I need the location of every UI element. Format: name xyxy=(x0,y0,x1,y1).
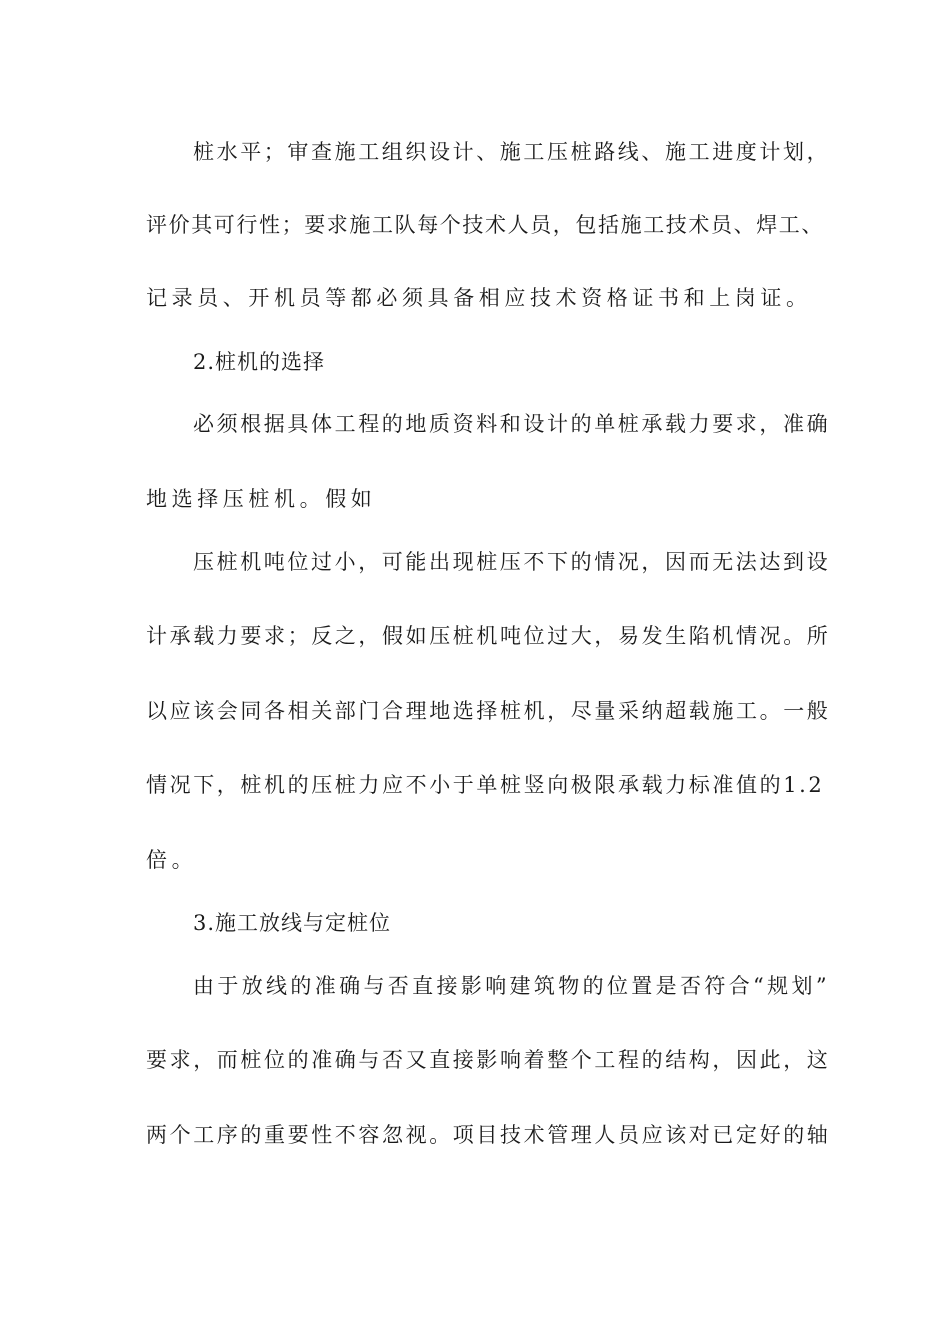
paragraph-line: 必须根据具体工程的地质资料和设计的单桩承载力要求，准确 xyxy=(193,412,831,436)
section-heading: 3.施工放线与定桩位 xyxy=(193,911,392,935)
paragraph-line: 情况下，桩机的压桩力应不小于单桩竖向极限承载力标准值的1.2 xyxy=(146,773,825,797)
paragraph-line: 倍。 xyxy=(146,848,198,872)
paragraph-line: 两个工序的重要性不容忽视。项目技术管理人员应该对已定好的轴 xyxy=(146,1123,831,1147)
paragraph-line: 桩水平；审查施工组织设计、施工压桩路线、施工进度计划， xyxy=(193,140,831,164)
paragraph-line: 计承载力要求；反之，假如压桩机吨位过大，易发生陷机情况。所 xyxy=(146,624,831,648)
paragraph-line: 压桩机吨位过小，可能出现桩压不下的情况，因而无法达到设 xyxy=(193,550,831,574)
paragraph-line: 地选择压桩机。假如 xyxy=(146,487,377,511)
paragraph-line: 评价其可行性；要求施工队每个技术人员，包括施工技术员、焊工、 xyxy=(146,213,824,237)
paragraph-line: 要求，而桩位的准确与否又直接影响着整个工程的结构，因此，这 xyxy=(146,1048,831,1072)
paragraph-line: 记录员、开机员等都必须具备相应技术资格证书和上岗证。 xyxy=(146,286,812,310)
paragraph-line: 以应该会同各相关部门合理地选择桩机，尽量采纳超载施工。一般 xyxy=(146,699,831,723)
section-heading: 2.桩机的选择 xyxy=(193,350,326,374)
paragraph-line: 由于放线的准确与否直接影响建筑物的位置是否符合“规划” xyxy=(193,974,830,998)
